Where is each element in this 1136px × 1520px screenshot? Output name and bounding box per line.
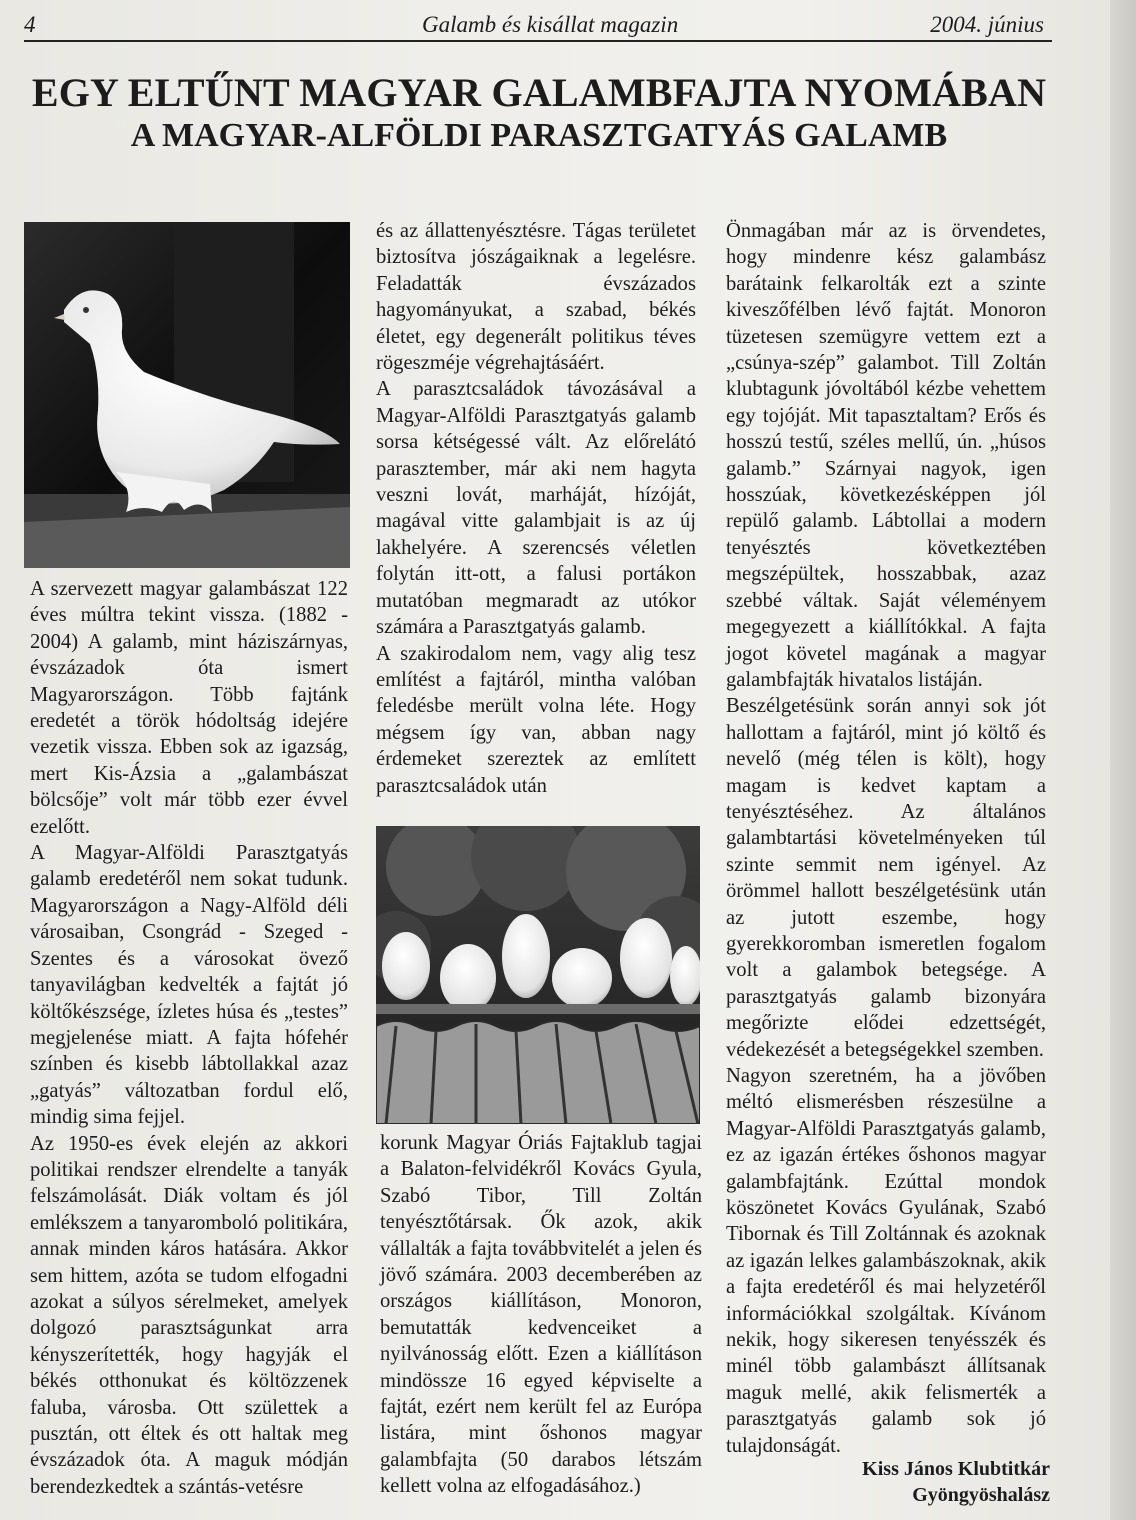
paragraph: korunk Magyar Óriás Fajtaklub tagjai a Balaton-felvidékről Kovács Gyula, Szabó Tibor, Till Zoltán tenyésztőtársak. Ők azok, akik vállalták a fajta továbbvitelét a jelen és jövő számára. 2003 decemberében az országos kiállításon, Monoron, bemutatták kedvenceiket a nyilvánosság előtt. Ezen a kiállításon mindössze 16 egyed képviselte a fajtát, ezért nem került fel az Európa listára, mint őshonos magyar galambfajta (50 darabos létszám kellett volna az elfogadásához.) xyxy=(380,1132,702,1498)
paragraph: A Magyar-Alföldi Parasztgatyás galamb eredetéről nem sokat tudunk. Magyarországon a Nagy-Alföld déli városaiban, Csongrád - Szeged - Szentes és a városokat övező tanyavilágban kedvelték a fajtát jó költőkészsége, ízletes húsa és „testes” megjelenése miatt. A fajta hófehér színben és kisebb lábtollakkal azaz „gatyás” változatban fordul elő, mindig sima fejjel. xyxy=(30,842,348,1129)
pigeons-on-roof-image xyxy=(376,826,700,1124)
text-column-3 xyxy=(726,218,1046,1459)
author-place: Gyöngyöshalász xyxy=(912,1484,1050,1506)
paragraph: A szakirodalom nem, vagy alig tesz említést a fajtáról, mintha valóban feledésbe merült volna léte. Hogy mégsem így van, abban nagy érdemeket szereztek az említett parasztcsaládok után xyxy=(376,642,696,797)
paragraph: Nagyon szeretném, ha a jövőben méltó elismerésben részesülne a Magyar-Alföldi Parasztgatyás galamb, ez az igazán értékes őshonos magyar galambfajtánk. Ezúttal mondok köszönetet Kovács Gyulának, Szabó Tibornak és Till Zoltánnak és azoknak az igazán lelkes galambászoknak, akik a fajta eredetéről és mai helyzetéről információkkal szolgáltak. Kívánom nekik, hogy sikeresen tenyésszék és minél több galambászt állítsanak maguk mellé, akik felismerték a parasztgatyás galamb sok jó tulajdonságát. xyxy=(726,1065,1046,1457)
text-column-2-top xyxy=(376,218,696,799)
article-headline xyxy=(24,72,1054,154)
single-pigeon-photo xyxy=(24,222,350,568)
article-title: EGY ELTŰNT MAGYAR GALAMBFAJTA NYOMÁBAN xyxy=(31,70,1047,115)
author-name: Kiss János Klubtitkár xyxy=(862,1458,1050,1480)
paragraph: és az állattenyésztésre. Tágas területet biztosítva jószágaiknak a legelésre. Feladatták évszázados hagyományukat, a szabad, békés életet, egy degenerált politikus téves rögeszméje végrehajtásáért. xyxy=(376,220,696,375)
running-header xyxy=(24,10,1052,42)
text-column-2-bottom xyxy=(380,1130,702,1500)
magazine-name: Galamb és kisállat magazin xyxy=(422,12,679,37)
paragraph: Az 1950-es évek elején az akkori politikai rendszer elrendelte a tanyák felszámolását. Diák voltam és jól emlékszem a tanyaromboló politikára, annak minden káros hatására. Akkor sem hittem, azóta se tudom elfogadni azokat a súlyos sérelmeket, amelyek dolgozó parasztságunkat arra kényszerítették, hogy hagyják el békés otthonukat és költözzenek faluba, városba. Ott születtek a pusztán, ott éltek és ott haltak meg évszázadok óta. A maguk módján berendezkedtek a szántás-vetésre xyxy=(30,1132,348,1498)
page-spine xyxy=(1110,0,1136,1520)
single-pigeon-image xyxy=(24,222,350,568)
paragraph: A szervezett magyar galambászat 122 éves múltra tekint vissza. (1882 - 2004) A galamb, mint háziszárnyas, évszázadok óta ismert Magyarországon. Több fajtánk eredetét a török hódoltság idejére vezetik vissza. Ebben sok az igazság, mert Kis-Ázsia a „galambászat bölcsője” volt már több ezer évvel ezelőtt. xyxy=(30,578,348,838)
paragraph: Önmagában már az is örvendetes, hogy mindenre kész galambász barátaink felkarolták ezt a szinte kiveszőfélben lévő fajtát. Monoron tüzetesen szemügyre vettem ezt a „csúnya-szép” galambot. Till Zoltán klubtagunk jóvoltából kézbe vehettem egy tojóját. Mit tapasztaltam? Erős és hosszú testű, széles mellű, ún. „húsos galamb.” Szárnyai nagyok, igen hosszúak, következésképpen jól repülő galamb. Lábtollai a modern tenyésztés következtében megszépültek, hosszabbak, azaz szebbé váltak. Saját véleményem megegyezett a kiállítókkal. A fajta jogot követel magának a magyar galambfajták hivatalos listáján. xyxy=(726,220,1046,691)
page-number: 4 xyxy=(24,12,36,37)
paragraph: Beszélgetésünk során annyi sok jót hallottam a fajtáról, mint jó költő és nevelő (még télen is költ), hogy magam is kedvet kaptam a tenyésztéséhez. Az általános galambtartási követelményeken túl szinte semmit nem igényel. Az örömmel hallott beszélgetésünk után az jutott eszembe, hogy gyerekkoromban ismeretlen fogalom volt a galambok betegsége. A parasztgatyás galamb bizonyára megőrizte elődei edzettségét, védekezését a betegségekkel szemben. xyxy=(726,695,1046,1061)
text-column-1 xyxy=(30,576,348,1500)
article-subtitle: A MAGYAR-ALFÖLDI PARASZTGATYÁS GALAMB xyxy=(130,117,948,154)
author-signature xyxy=(726,1456,1050,1508)
issue-date: 2004. június xyxy=(930,12,1044,37)
pigeons-on-roof-photo xyxy=(376,826,700,1124)
paragraph: A parasztcsaládok távozásával a Magyar-Alföldi Parasztgatyás galamb sorsa kétségessé vált. Az előrelátó parasztember, már aki nem hagyta veszni lovát, marháját, hízóját, magával vitte galambjait is az új lakhelyére. A szerencsés véletlen folytán itt-ott, a falusi portákon mutatóban megmaradt az utókor számára a Parasztgatyás galamb. xyxy=(376,378,696,639)
